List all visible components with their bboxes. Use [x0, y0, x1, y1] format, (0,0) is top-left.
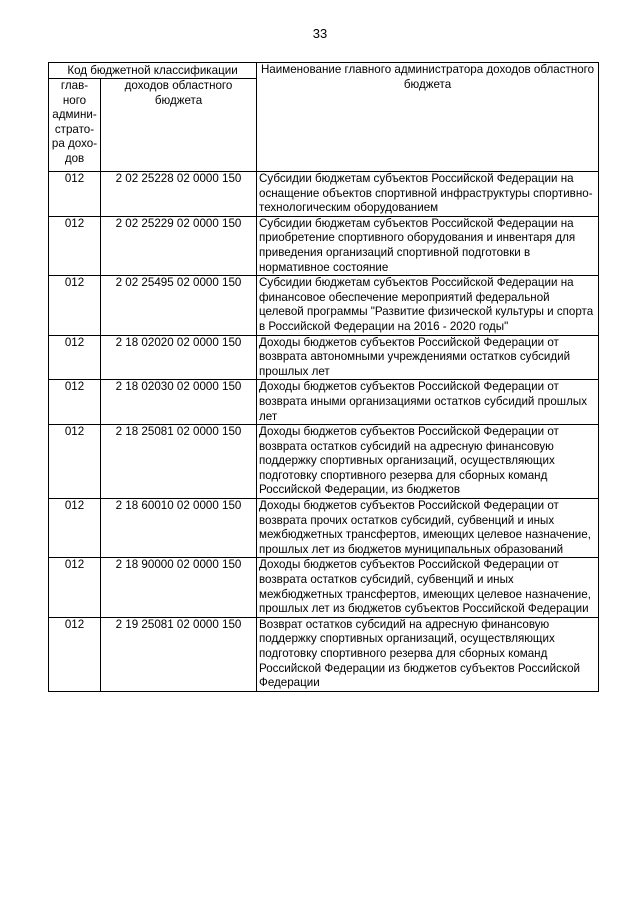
table-row: [49, 216, 599, 275]
admin-code-cell: 012: [49, 216, 101, 275]
revenue-name-cell: Возврат остатков субсидий на адресную финансовую поддержку спортивных организаций, осуществляющих подготовку спортивного резерва для сборных команд Российской Федерации из бюджетов субъектов Российской Федерации: [257, 617, 599, 691]
revenue-code-cell: 2 19 25081 02 0000 150: [101, 617, 257, 691]
admin-code-cell: 012: [49, 558, 101, 617]
revenue-code-cell: 2 02 25495 02 0000 150: [101, 276, 257, 335]
table-header-row-group: [49, 63, 599, 79]
revenue-name-cell: Доходы бюджетов субъектов Российской Федерации от возврата остатков субсидий, субвенций и иных межбюджетных трансфертов, имеющих целевое назначение, прошлых лет из бюджетов субъектов Российской Федерации: [257, 558, 599, 617]
revenue-code-cell: 2 02 25229 02 0000 150: [101, 216, 257, 275]
revenue-name-cell: Субсидии бюджетам субъектов Российской Федерации на финансовое обеспечение мероприятий федеральной целевой программы "Развитие физической культуры и спорта в Российской Федерации на 2016 - 2020 годы": [257, 276, 599, 335]
admin-code-cell: 012: [49, 172, 101, 217]
admin-code-cell: 012: [49, 617, 101, 691]
table-row: [49, 380, 599, 425]
revenue-code-cell: 2 18 90000 02 0000 150: [101, 558, 257, 617]
revenue-code-cell: 2 02 25228 02 0000 150: [101, 172, 257, 217]
admin-code-cell: 012: [49, 276, 101, 335]
header-regional-budget-revenue: доходов областного бюджета: [101, 79, 257, 172]
table-row: [49, 499, 599, 558]
header-main-administrator: глав-ного админи-страто-ра дохо-дов: [49, 79, 101, 172]
table-row: [49, 425, 599, 499]
budget-classification-table: [48, 62, 599, 692]
revenue-name-cell: Субсидии бюджетам субъектов Российской Федерации на приобретение спортивного оборудования и инвентаря для приведения организаций спортивной подготовки в нормативное состояние: [257, 216, 599, 275]
table-body: [49, 172, 599, 692]
revenue-code-cell: 2 18 02030 02 0000 150: [101, 380, 257, 425]
revenue-name-cell: Доходы бюджетов субъектов Российской Федерации от возврата автономными учреждениями остатков субсидий прошлых лет: [257, 335, 599, 380]
page-number: 33: [312, 26, 328, 41]
admin-code-cell: 012: [49, 335, 101, 380]
table-row: [49, 335, 599, 380]
table-row: [49, 172, 599, 217]
header-budget-classification-code: Код бюджетной классификации: [49, 63, 257, 79]
table-row: [49, 617, 599, 691]
table-row: [49, 276, 599, 335]
revenue-code-cell: 2 18 60010 02 0000 150: [101, 499, 257, 558]
revenue-name-cell: Доходы бюджетов субъектов Российской Федерации от возврата прочих остатков субсидий, субвенций и иных межбюджетных трансфертов, имеющих целевое назначение, прошлых лет из бюджетов муниципальных образований: [257, 499, 599, 558]
revenue-name-cell: Доходы бюджетов субъектов Российской Федерации от возврата остатков субсидий на адресную финансовую поддержку спортивных организаций, осуществляющих подготовку спортивного резерва для сборных команд Российской Федерации, из бюджетов: [257, 425, 599, 499]
revenue-code-cell: 2 18 02020 02 0000 150: [101, 335, 257, 380]
revenue-name-cell: Субсидии бюджетам субъектов Российской Федерации на оснащение объектов спортивной инфраструктуры спортивно-технологическим оборудованием: [257, 172, 599, 217]
admin-code-cell: 012: [49, 499, 101, 558]
admin-code-cell: 012: [49, 380, 101, 425]
admin-code-cell: 012: [49, 425, 101, 499]
revenue-code-cell: 2 18 25081 02 0000 150: [101, 425, 257, 499]
revenue-name-cell: Доходы бюджетов субъектов Российской Федерации от возврата иными организациями остатков субсидий прошлых лет: [257, 380, 599, 425]
table-row: [49, 558, 599, 617]
header-administrator-name: Наименование главного администратора доходов областного бюджета: [257, 63, 599, 172]
